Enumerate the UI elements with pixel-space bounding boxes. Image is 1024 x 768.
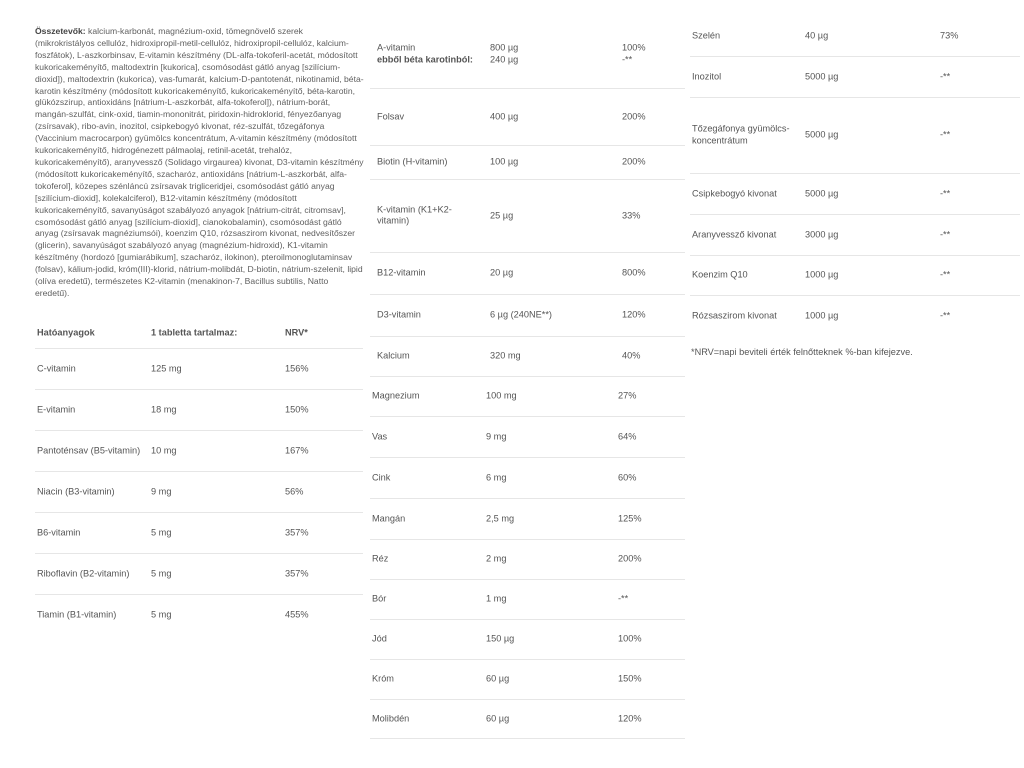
nutrient-nrv: -** (940, 269, 951, 280)
nutrient-table-right (690, 16, 1020, 338)
nutrient-amount: 1 mg (486, 593, 507, 604)
table-row (35, 553, 363, 595)
table-row (370, 416, 685, 458)
nutrient-nrv: 357% (285, 526, 309, 537)
header-nrv: NRV* (285, 327, 308, 338)
table-row (370, 252, 685, 295)
nutrient-name: Mangán (372, 512, 406, 523)
nutrient-sub-nrv: -** (622, 54, 633, 64)
nutrient-amount: 2 mg (486, 553, 507, 564)
table-row (35, 348, 363, 390)
nutrient-amount: 5000 µg (805, 129, 839, 140)
nutrient-nrv: -** (940, 309, 951, 320)
nutrient-amount: 5 mg (151, 608, 172, 619)
nutrient-amount: 10 mg (151, 444, 177, 455)
nutrient-name: K-vitamin (K1+K2-vitamin) (377, 204, 452, 226)
header-active-ingredients: Hatóanyagok (37, 327, 95, 338)
nutrient-nrv: 150% (285, 403, 309, 414)
nutrient-name: Biotin (H-vitamin) (377, 156, 448, 167)
nutrient-name: Inozitol (692, 70, 722, 81)
table-row (370, 539, 685, 580)
nutrient-name: Koenzim Q10 (692, 269, 748, 280)
nutrient-nrv: 56% (285, 485, 304, 496)
nutrient-nrv: 455% (285, 608, 309, 619)
table-row (370, 376, 685, 417)
nutrient-amount: 40 µg (805, 30, 829, 41)
table-row (35, 512, 363, 554)
ingredients-text (35, 26, 365, 300)
nutrient-name: D3-vitamin (377, 309, 421, 320)
nutrient-amount: 320 mg (490, 350, 521, 361)
nutrient-name: Szelén (692, 30, 721, 41)
table-row (690, 295, 1020, 336)
table-header-row (35, 318, 363, 349)
table-row (690, 97, 1020, 174)
nutrient-amount: 6 mg (486, 471, 507, 482)
nutrient-amount: 5 mg (151, 567, 172, 578)
nutrient-nrv (622, 43, 646, 66)
table-row (370, 659, 685, 700)
table-row (690, 16, 1020, 57)
nutrient-table-middle (370, 20, 685, 740)
nutrient-amount (490, 43, 518, 66)
nutrient-amount: 25 µg (490, 209, 514, 220)
nutrient-nrv: 156% (285, 362, 309, 373)
nutrient-name: Jód (372, 633, 387, 644)
nutrient-nrv: 800% (622, 267, 646, 278)
nutrient-nrv: 200% (622, 156, 646, 167)
nutrient-nrv: 357% (285, 567, 309, 578)
nutrient-amount: 9 mg (151, 485, 172, 496)
nutrient-name: C-vitamin (37, 362, 76, 373)
nutrient-name: B6-vitamin (37, 526, 81, 537)
table-row (370, 294, 685, 337)
nutrient-amount: 5000 µg (805, 187, 839, 198)
nutrient-name: Riboflavin (B2-vitamin) (37, 567, 130, 578)
table-row (370, 498, 685, 540)
table-row (35, 594, 363, 635)
nutrient-nrv: 27% (618, 390, 637, 401)
nutrient-name: Molibdén (372, 712, 410, 723)
nutrient-nrv: -** (940, 228, 951, 239)
nutrient-nrv: -** (940, 187, 951, 198)
table-row (370, 179, 685, 253)
nutrient-name: E-vitamin (37, 403, 76, 414)
nutrient-amount: 100 µg (490, 156, 519, 167)
nutrient-nrv: -** (618, 593, 629, 604)
table-row (370, 699, 685, 739)
nutrient-amount: 20 µg (490, 267, 514, 278)
nutrient-name: Kalcium (377, 350, 410, 361)
nutrient-amount: 60 µg (486, 712, 510, 723)
nutrient-nrv: 120% (618, 712, 642, 723)
nutrient-name: Cink (372, 471, 391, 482)
nutrient-name: Réz (372, 553, 389, 564)
nutrient-name: Folsav (377, 110, 405, 121)
nutrient-main-name: A-vitamin (377, 42, 416, 53)
nutrient-name: Tiamin (B1-vitamin) (37, 608, 117, 619)
table-row (370, 20, 685, 89)
table-row (690, 214, 1020, 256)
nutrient-amount: 150 µg (486, 633, 515, 644)
nutrient-name: Króm (372, 673, 394, 684)
nutrient-amount: 1000 µg (805, 269, 839, 280)
nutrient-nrv: 73% (940, 30, 959, 41)
nutrient-amount: 125 mg (151, 362, 182, 373)
nutrient-amount: 60 µg (486, 673, 510, 684)
nutrient-nrv: 100% (618, 633, 642, 644)
table-row (690, 255, 1020, 296)
nutrient-nrv: 60% (618, 471, 637, 482)
nutrient-name: Pantoténsav (B5-vitamin) (37, 444, 141, 455)
nutrient-name: Tőzegáfonya gyümölcs-koncentrátum (692, 123, 790, 145)
nutrient-name: Vas (372, 430, 388, 441)
table-row (370, 579, 685, 620)
table-row (35, 430, 363, 472)
table-row (370, 619, 685, 660)
table-row (690, 56, 1020, 98)
table-row (370, 145, 685, 180)
header-per-tablet: 1 tabletta tartalmaz: (151, 327, 238, 338)
nutrient-nrv: 167% (285, 444, 309, 455)
nutrient-amount: 18 mg (151, 403, 177, 414)
nutrient-nrv: 33% (622, 209, 641, 220)
nutrient-name: Bór (372, 593, 387, 604)
table-row (370, 457, 685, 499)
nutrient-nrv: 200% (622, 110, 646, 121)
nutrient-name: B12-vitamin (377, 267, 426, 278)
nutrient-name: Csipkebogyó kivonat (692, 187, 777, 198)
nutrient-name: Aranyvessző kivonat (692, 228, 777, 239)
nutrient-amount: 3000 µg (805, 228, 839, 239)
nutrient-name: Magnezium (372, 390, 420, 401)
nutrient-sub-amount: 240 µg (490, 54, 519, 64)
nutrient-amount: 1000 µg (805, 309, 839, 320)
nutrient-nrv: -** (940, 70, 951, 81)
nutrient-nrv: 200% (618, 553, 642, 564)
nutrient-nrv: 125% (618, 512, 642, 523)
nutrient-table-left (35, 318, 363, 638)
nutrient-nrv: 64% (618, 430, 637, 441)
ingredients-body: kalcium-karbonát, magnézium-oxid, tömegnövelő szerek (mikrokristályos cellulóz, hidroxipropil-metil-cellulóz, hidroxipropil-cellulóz, kalcium-foszfátok), L-aszkorbinsav, E-vitamin készítmény (DL-alfa-tokoferil-acetát, módosított kukoricakeményítő, maltodextrin [kukorica], csomósodást gátló anyag [szilícium-dioxid]), maltodextrin (kukorica), vas-fumarát, kalcium-D-pantotenát, nikotinamid, béta-karotin készítmény (módosított kukoricakeményítő, kukoricakeményítő, béta-karotin, glükózszirup, antioxidáns [nátrium-L-aszkorbát, alfa-tokoferol]), nátrium-borát, mangán-szulfát, cink-oxid, tiamin-mononitrát, piridoxin-hidroklorid, fényezőanyag (zsírsavak), ribo-avin, inozitol, csipkebogyó kivonat, réz-szulfát, tőzegáfonya (Vaccinium macrocarpon) gyümölcs koncentrátum, A-vitamin készítmény (módosított kukoricakeményítő, hidrogénezett pálmaolaj, retinil-acetát, trehalóz, kukoricakeményítő), aranyvessző (Solidago virgaurea) kivonat, D3-vitamin készítmény (módosított kukoricakeményítő, szacharóz, antioxidáns [nátrium-L-aszkorbát, alfa-tokoferol], közepes szénláncú zsírsavak trigliceridjei, csomósodást gátló anyag [szilícium-dioxid], kolekalciferol), B12-vitamin készítmény (módosított kukoricakeményítő, savanyúságot szabályozó anyagok [nátrium-citrát, citromsav], csomósodást gátló anyag [szilícium-dioxid], cianokobalamin), csomósodást gátló anyag (zsírsavak magnéziumsói), koenzim Q10, rózsaszirom kivonat, nedvesítőszer (glicerin), savanyúságot szabályozó anyag (magnézium-hidroxid), K1-vitamin készítmény (hordozó [gumiarábikum], szacharóz, ilokinon), pteroilmonoglutaminsav (folsav), kálium-jodid, króm(III)-klorid, nátrium-molibdát, D-biotin, nátrium-szelenit, lipid (olíva eredetű), természetes K2-vitamin (menakinon-7, Bacillus subtilis, Natto eredetű). (35, 26, 364, 298)
table-row (690, 173, 1020, 215)
nutrient-amount: 400 µg (490, 110, 519, 121)
nutrient-main-amount: 800 µg (490, 42, 519, 53)
nutrient-nrv: -** (940, 129, 951, 140)
table-row (370, 336, 685, 377)
nutrient-name (377, 43, 473, 66)
nutrient-amount: 5 mg (151, 526, 172, 537)
table-row (35, 389, 363, 431)
table-row (35, 471, 363, 513)
nutrient-nrv: 120% (622, 309, 646, 320)
nutrient-nrv: 150% (618, 673, 642, 684)
table-row (370, 88, 685, 146)
nutrient-amount: 100 mg (486, 390, 517, 401)
nutrient-sub-name: ebből béta karotinból: (377, 54, 473, 64)
nutrient-amount: 5000 µg (805, 70, 839, 81)
nutrient-amount: 2,5 mg (486, 512, 515, 523)
nutrient-name: Niacin (B3-vitamin) (37, 485, 115, 496)
nutrient-amount: 9 mg (486, 430, 507, 441)
nutrient-name: Rózsaszirom kivonat (692, 309, 777, 320)
nutrient-main-nrv: 100% (622, 42, 646, 53)
ingredients-label: Összetevők: (35, 26, 86, 36)
nutrient-amount: 6 µg (240NE**) (490, 309, 552, 320)
nrv-footnote: *NRV=napi beviteli érték felnőtteknek %-ban kifejezve. (691, 347, 913, 357)
nutrient-nrv: 40% (622, 350, 641, 361)
